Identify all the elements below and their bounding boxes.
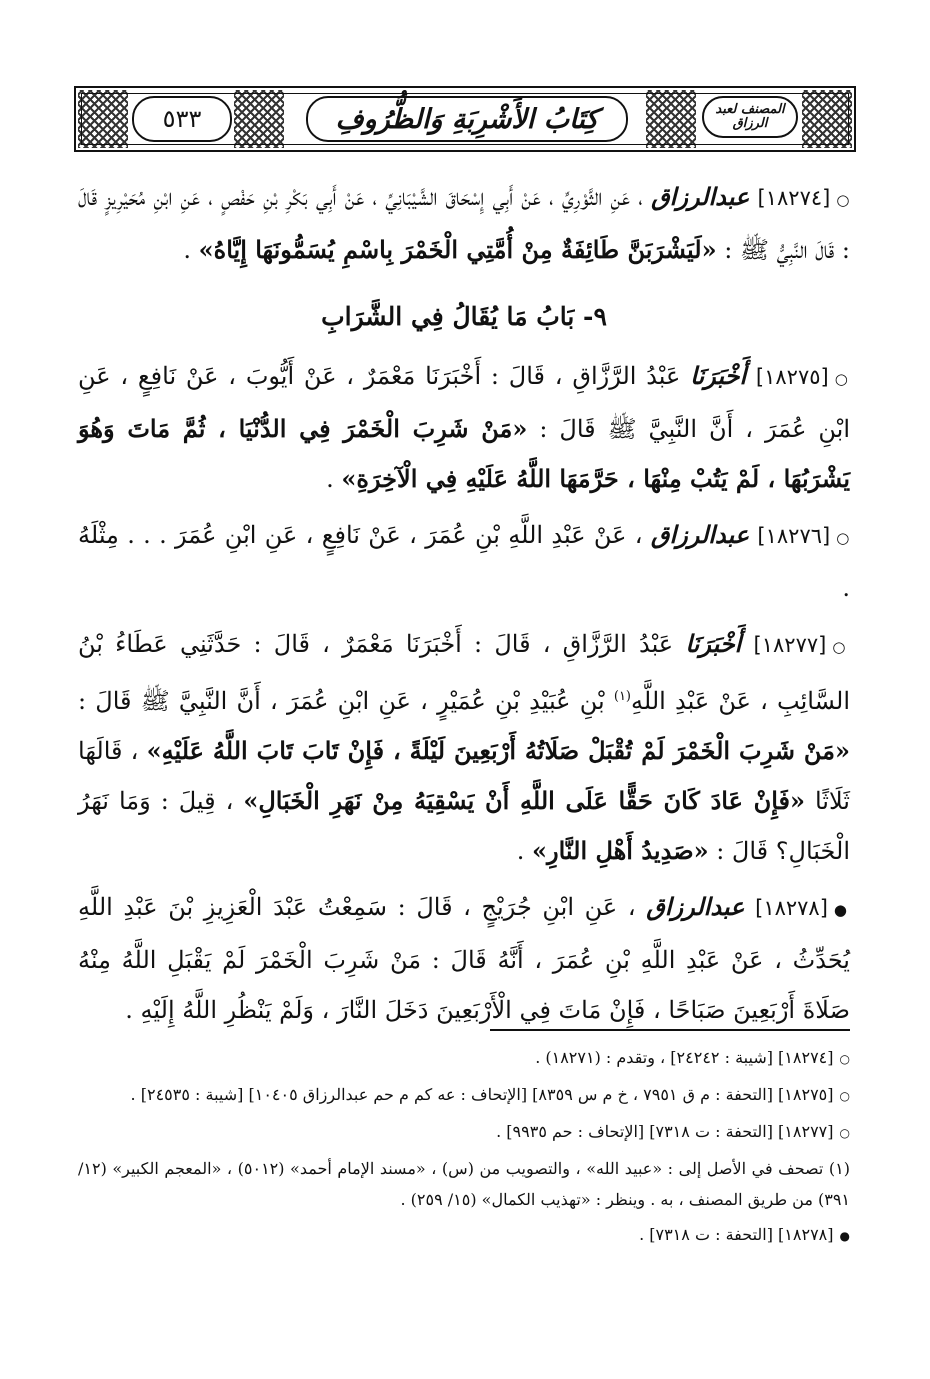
isnad-text: ، عَنْ عَبْدِ اللَّهِ بْنِ عُمَرَ ، عَنْ نَافِعٍ ، عَنِ ابْنِ عُمَرَ . . . مِثْلَهُ . <box>78 521 850 602</box>
hadith-entry <box>78 619 850 876</box>
ornament-pattern <box>802 90 852 148</box>
open-circle-marker: ○ <box>839 1089 850 1103</box>
end-mark: . <box>516 837 525 865</box>
main-text <box>78 172 850 1041</box>
footnote <box>78 1219 850 1252</box>
open-circle-marker: ○ <box>839 1126 850 1140</box>
isnad-text: عَبْدُ الرَّزَّاقِ ، قَالَ : أَخْبَرَنَا مَعْمَرٌ ، عَنْ أَيُّوبَ ، عَنْ نَافِعٍ ، عَنِ ابْنِ عُمَرَ ، أَنَّ النَّبِيَّ ﷺ قَالَ : <box>78 362 850 443</box>
ornament-pattern <box>234 90 284 148</box>
hadith-text: «فَإِنْ عَادَ كَانَ حَقًّا عَلَى اللَّهِ أَنْ يَسْقِيَهُ مِنْ نَهَرِ الْخَبَالِ» <box>243 786 805 815</box>
footnote <box>78 1153 850 1215</box>
isnad-text: ، قَالَهَا ثَلَاثًا <box>78 737 850 815</box>
open-circle-marker: ○ <box>832 638 850 656</box>
footnote <box>78 1116 850 1149</box>
hadith-text: «مَنْ شَرِبَ الْخَمْرَ فِي الدُّنْيَا ، ثُمَّ مَاتَ وَهُوَ يَشْرَبُهَا ، لَمْ يَتُبْ مِنْهَا ، حَرَّمَهَا اللَّهُ عَلَيْهِ فِي الْآخِرَةِ» <box>78 414 850 493</box>
ornament-pattern <box>646 90 696 148</box>
book-logo: المصنف لعبد الرزاق <box>702 96 798 138</box>
footnote <box>78 1079 850 1112</box>
hadith-number: [١٨٢٧٥] <box>755 365 829 389</box>
ornament-pattern <box>78 90 128 148</box>
footnote-reference: (١) <box>613 689 631 704</box>
isnad-text: عَبْدُ الرَّزَّاقِ ، قَالَ : أَخْبَرَنَا مَعْمَرٌ ، قَالَ : حَدَّثَنِي عَطَاءُ بْنُ السَّائِبِ ، عَنْ عَبْدِ اللَّهِ <box>78 630 850 715</box>
hadith-text: «مَنْ شَرِبَ الْخَمْرَ لَمْ تُقْبَلْ صَلَاتُهُ أَرْبَعِينَ لَيْلَةً ، فَإِنْ تَابَ تَابَ اللَّهُ عَلَيْهِ» <box>146 736 850 765</box>
hadith-number: [١٨٢٧٨] <box>755 896 828 920</box>
isnad-text: ، عَنِ ابْنِ جُرَيْجٍ ، قَالَ : سَمِعْتُ عَبْدَ الْعَزِيزِ بْنَ عَبْدِ اللَّهِ يُحَدِّثُ ، عَنْ عَبْدِ اللَّهِ بْنِ عُمَرَ ، أَنَّهُ قَالَ : مَنْ شَرِبَ الْخَمْرَ لَمْ يَقْبَلِ اللَّهُ مِنْهُ صَلَاةَ أَرْبَعِينَ صَبَاحًا ، فَإِنْ مَاتَ فِي الْأَرْبَعِينَ دَخَلَ النَّارَ ، وَلَمْ يَنْظُرِ اللَّهُ إِلَيْهِ . <box>78 893 850 1024</box>
narrator-name: أَخْبَرَنَا <box>685 629 742 658</box>
footnote-text: [١٨٢٧٥] [التحفة : م ق ٧٩٥١ ، خ م س ٨٣٥٩] [الإتحاف : عه كم م حم عبدالرزاق ١٠٤٠٥] [شيبة : ٢٤٥٣٥] . <box>130 1085 834 1104</box>
footnote-divider <box>490 1029 850 1031</box>
hadith-entry <box>78 172 850 275</box>
hadith-number: [١٨٢٧٤] <box>757 186 831 210</box>
end-mark: . <box>326 465 334 493</box>
chapter-heading: ٩- بَابُ مَا يُقَالُ فِي الشَّرَابِ <box>321 302 607 331</box>
hadith-text: «صَدِيدُ أَهْلِ النَّارِ» <box>531 836 709 865</box>
open-circle-marker: ○ <box>836 529 851 547</box>
hadith-number: [١٨٢٧٦] <box>757 524 831 548</box>
footnote-text: (١) تصحف في الأصل إلى : «عبيد الله» ، والتصويب من (س) ، «مسند الإمام أحمد» (٥٠١٢) ، «المعجم الكبير» (١٢/ ٣٩١) من طريق المصنف ، به . وينظر : «تهذيب الكمال» (١٥/ ٢٥٩) . <box>78 1159 850 1209</box>
open-circle-marker: ○ <box>834 370 850 388</box>
page-number: ٥٣٣ <box>132 96 232 142</box>
book-section-title: كِتَابُ الأَشْرِبَةِ وَالظُّرُوفِ <box>306 96 628 142</box>
narrator-name: أَخْبَرَنَا <box>690 361 747 390</box>
filled-circle-marker: ● <box>839 1229 850 1243</box>
hadith-text: «لَيَشْرَبَنَّ طَائِفَةٌ مِنْ أُمَّتِي الْخَمْرَ بِاسْمِ يُسَمُّونَهَا إِيَّاهُ» <box>198 235 717 264</box>
hadith-entry <box>78 510 850 613</box>
open-circle-marker: ○ <box>839 1052 850 1066</box>
footnote-text: [١٨٢٧٧] [التحفة : ت ٧٣١٨] [الإتحاف : حم ٩٩٣٥] . <box>496 1122 834 1141</box>
end-mark: . <box>183 236 192 264</box>
hadith-entry <box>78 351 850 504</box>
isnad-text: ، عَنِ الثَّوْرِيِّ ، عَنْ أَبِي إِسْحَاقَ الشَّيْبَانِيِّ ، عَنْ أَبِي بَكْرِ بْنِ حَفْصٍ ، عَنِ ابْنِ مُحَيْرِيزٍ قَالَ : قَالَ النَّبِيُّ ﷺ : <box>78 183 850 264</box>
footnote-text: [١٨٢٧٤] [شيبة : ٢٤٢٤٢] ، وتقدم : (١٨٢٧١) . <box>535 1048 834 1067</box>
filled-circle-marker: ● <box>833 901 850 919</box>
hadith-entry <box>78 882 850 1035</box>
narrator-name: عبدالرزاق <box>650 520 750 549</box>
isnad-text: ، قِيلَ : وَمَا نَهَرُ الْخَبَالِ؟ قَالَ : <box>78 787 850 865</box>
footnote <box>78 1042 850 1075</box>
narrator-name: عبدالرزاق <box>651 182 750 211</box>
page-header <box>74 86 856 152</box>
isnad-text: بْنِ عُبَيْدِ بْنِ عُمَيْرٍ ، عَنِ ابْنِ عُمَرَ ، أَنَّ النَّبِيَّ ﷺ قَالَ : <box>78 687 605 715</box>
footnotes <box>78 1042 850 1256</box>
footnote-text: [١٨٢٧٨] [التحفة : ت ٧٣١٨] . <box>639 1225 834 1244</box>
narrator-name: عبدالرزاق <box>646 892 745 921</box>
open-circle-marker: ○ <box>836 191 850 209</box>
hadith-number: [١٨٢٧٧] <box>753 633 827 657</box>
